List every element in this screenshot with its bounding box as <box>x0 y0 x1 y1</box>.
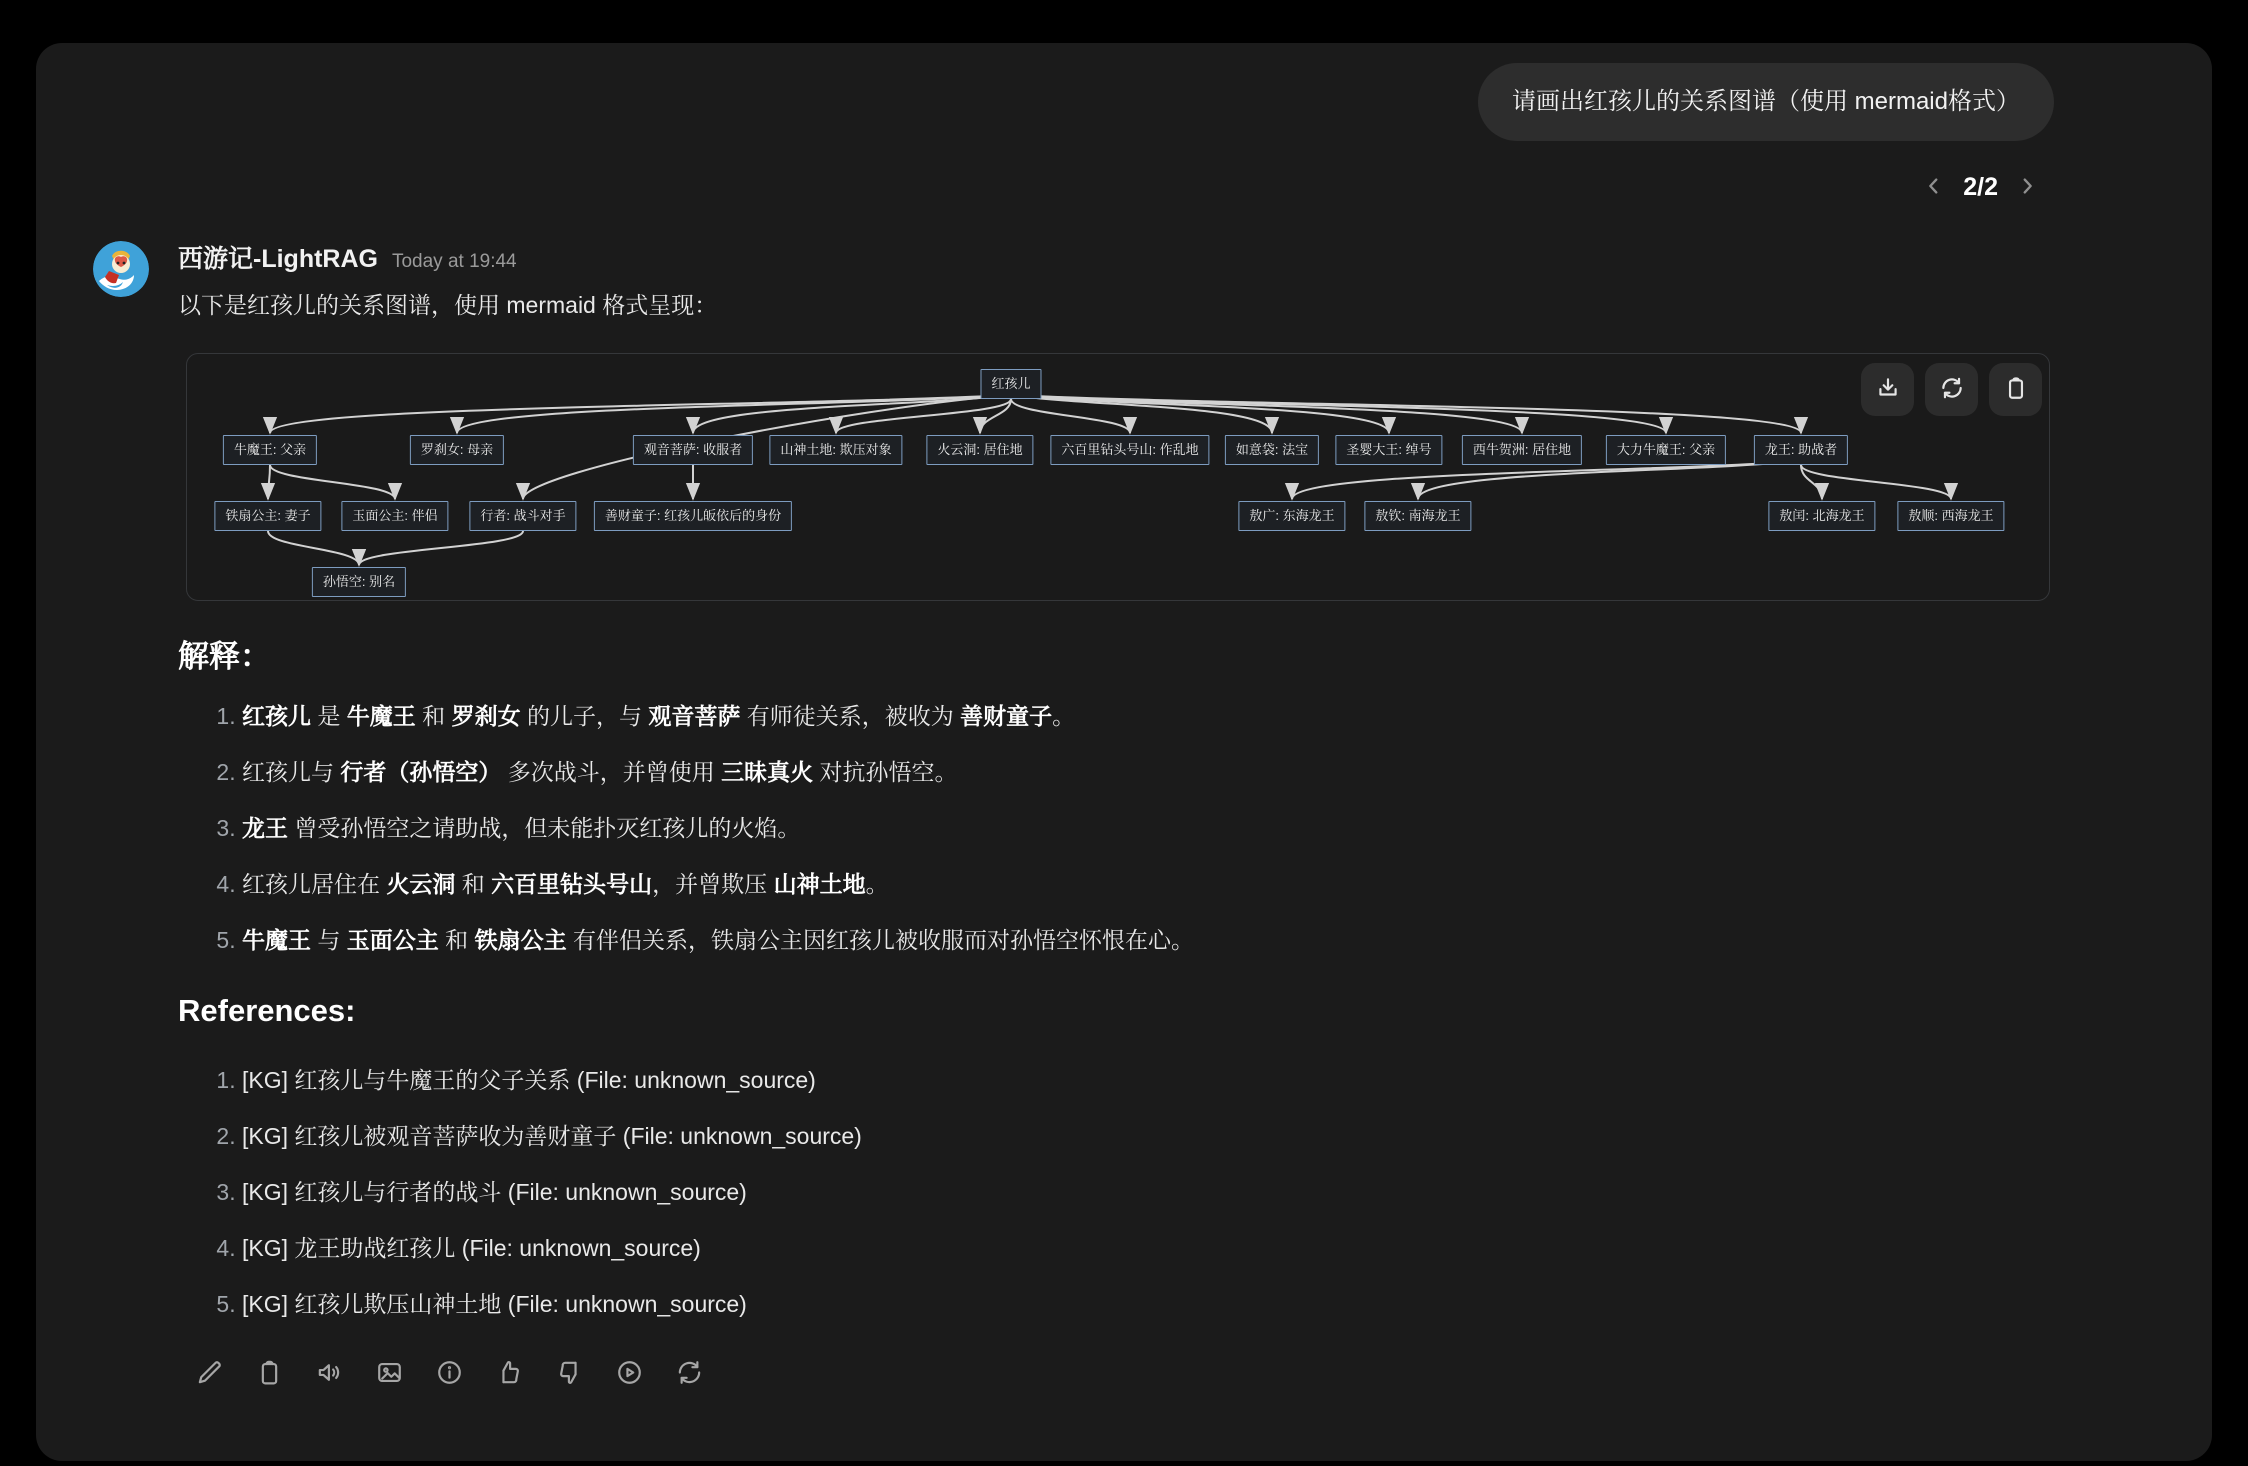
diagram-node-tsg: 铁扇公主: 妻子 <box>214 501 321 531</box>
diagram-node-syd: 圣婴大王: 绰号 <box>1335 435 1442 465</box>
diagram-edge-xz-swk <box>359 531 523 565</box>
diagram-edge-nmw-ymg <box>270 465 395 499</box>
diagram-edge-nmw-tsg <box>268 465 270 499</box>
refresh-icon <box>675 1358 704 1390</box>
diagram-node-sst: 山神土地: 欺压对象 <box>769 435 902 465</box>
thumbs-down-icon <box>555 1358 584 1390</box>
image-icon <box>375 1358 404 1390</box>
pagination-next-button[interactable] <box>2014 174 2040 200</box>
info-icon <box>435 1358 464 1390</box>
assistant-name: 西游记-LightRAG <box>178 245 378 273</box>
diagram-node-ar: 敖闰: 北海龙王 <box>1768 501 1875 531</box>
diagram-node-as: 敖顺: 西海龙王 <box>1897 501 2004 531</box>
user-message-text: 请画出红孩儿的关系图谱（使用 mermaid格式） <box>1511 88 2020 115</box>
diagram-node-ryd: 如意袋: 法宝 <box>1225 435 1319 465</box>
diagram-edge-lw-aq <box>1418 461 1801 499</box>
download-icon <box>1875 375 1901 404</box>
edit-button[interactable] <box>194 1359 224 1389</box>
message-actions <box>194 1359 2212 1389</box>
diagram-node-nmw: 牛魔王: 父亲 <box>223 435 317 465</box>
diagram-node-hhe: 红孩儿 <box>980 369 1041 399</box>
assistant-message <box>36 239 2212 1389</box>
explanation-list <box>178 701 2212 955</box>
user-message-bubble <box>1478 63 2054 141</box>
refresh-icon <box>1939 375 1965 404</box>
thumbs-up-button[interactable] <box>494 1359 524 1389</box>
diagram-node-lsn: 罗刹女: 母亲 <box>410 435 504 465</box>
pagination-label: 2/2 <box>1963 172 1998 201</box>
reference-item: 4. [KG] 龙王助战红孩儿 (File: unknown_source) <box>242 1233 2212 1263</box>
explanation-item: 1. 红孩儿 是 牛魔王 和 罗刹女 的儿子，与 观音菩萨 有师徒关系，被收为 善财童子。 <box>242 701 2212 731</box>
play-button[interactable] <box>614 1359 644 1389</box>
mermaid-diagram[interactable] <box>186 353 2050 601</box>
pencil-icon <box>195 1358 224 1390</box>
diagram-edge-lw-ar <box>1801 465 1822 499</box>
regenerate-button[interactable] <box>674 1359 704 1389</box>
assistant-avatar <box>93 241 149 297</box>
assistant-timestamp: Today at 19:44 <box>391 251 517 272</box>
chevron-left-icon <box>1923 175 1945 200</box>
pagination-prev-button[interactable] <box>1921 174 1947 200</box>
diagram-node-lbl: 六百里钻头号山: 作乱地 <box>1050 435 1209 465</box>
info-button[interactable] <box>434 1359 464 1389</box>
explanation-item: 5. 牛魔王 与 玉面公主 和 铁扇公主 有伴侣关系，铁扇公主因红孩儿被收服而对孙悟空怀恨在心。 <box>242 925 2212 955</box>
references-list <box>178 1065 2212 1319</box>
clipboard-icon <box>2003 375 2029 404</box>
references-heading: References: <box>178 993 356 1028</box>
thumbs-up-icon <box>495 1358 524 1390</box>
reference-item: 1. [KG] 红孩儿与牛魔王的父子关系 (File: unknown_source) <box>242 1065 2212 1095</box>
copy-button[interactable] <box>254 1359 284 1389</box>
play-circle-icon <box>615 1358 644 1390</box>
diagram-edge-tsg-swk <box>268 531 359 565</box>
diagram-edge-lw-as <box>1801 465 1951 499</box>
diagram-node-scz: 善财童子: 红孩儿皈依后的身份 <box>594 501 792 531</box>
assistant-intro-text: 以下是红孩儿的关系图谱，使用 mermaid 格式呈现： <box>178 292 718 318</box>
diagram-node-gyp: 观音菩萨: 收服者 <box>633 435 753 465</box>
diagram-node-swk: 孙悟空: 别名 <box>312 567 406 597</box>
explanation-item: 3. 龙王 曾受孙悟空之请助战，但未能扑灭红孩儿的火焰。 <box>242 813 2212 843</box>
diagram-node-dln: 大力牛魔王: 父亲 <box>1606 435 1726 465</box>
diagram-node-ymg: 玉面公主: 伴侣 <box>341 501 448 531</box>
reference-item: 2. [KG] 红孩儿被观音菩萨收为善财童子 (File: unknown_source) <box>242 1121 2212 1151</box>
speak-button[interactable] <box>314 1359 344 1389</box>
diagram-edges <box>187 354 2051 602</box>
thumbs-down-button[interactable] <box>554 1359 584 1389</box>
explanation-item: 4. 红孩儿居住在 火云洞 和 六百里钻头号山，并曾欺压 山神土地。 <box>242 869 2212 899</box>
diagram-toolbar <box>1861 363 2042 416</box>
diagram-node-aq: 敖钦: 南海龙王 <box>1364 501 1471 531</box>
chevron-right-icon <box>2016 175 2038 200</box>
reference-item: 5. [KG] 红孩儿欺压山神土地 (File: unknown_source) <box>242 1289 2212 1319</box>
chat-window <box>36 43 2212 1461</box>
diagram-copy-button[interactable] <box>1989 363 2042 416</box>
diagram-node-lw: 龙王: 助战者 <box>1754 435 1848 465</box>
reference-item: 3. [KG] 红孩儿与行者的战斗 (File: unknown_source) <box>242 1177 2212 1207</box>
diagram-refresh-button[interactable] <box>1925 363 1978 416</box>
message-pagination <box>36 171 2212 203</box>
explanation-item: 2. 红孩儿与 行者（孙悟空） 多次战斗，并曾使用 三昧真火 对抗孙悟空。 <box>242 757 2212 787</box>
assistant-header <box>178 239 2212 273</box>
diagram-node-xnh: 西牛贺洲: 居住地 <box>1462 435 1582 465</box>
image-button[interactable] <box>374 1359 404 1389</box>
diagram-download-button[interactable] <box>1861 363 1914 416</box>
clipboard-icon <box>255 1358 284 1390</box>
user-message-row <box>36 63 2212 141</box>
diagram-node-xz: 行者: 战斗对手 <box>469 501 576 531</box>
speaker-icon <box>315 1358 344 1390</box>
diagram-node-ag: 敖广: 东海龙王 <box>1238 501 1345 531</box>
diagram-node-hyd: 火云洞: 居住地 <box>926 435 1033 465</box>
explanation-heading: 解释： <box>178 639 271 674</box>
